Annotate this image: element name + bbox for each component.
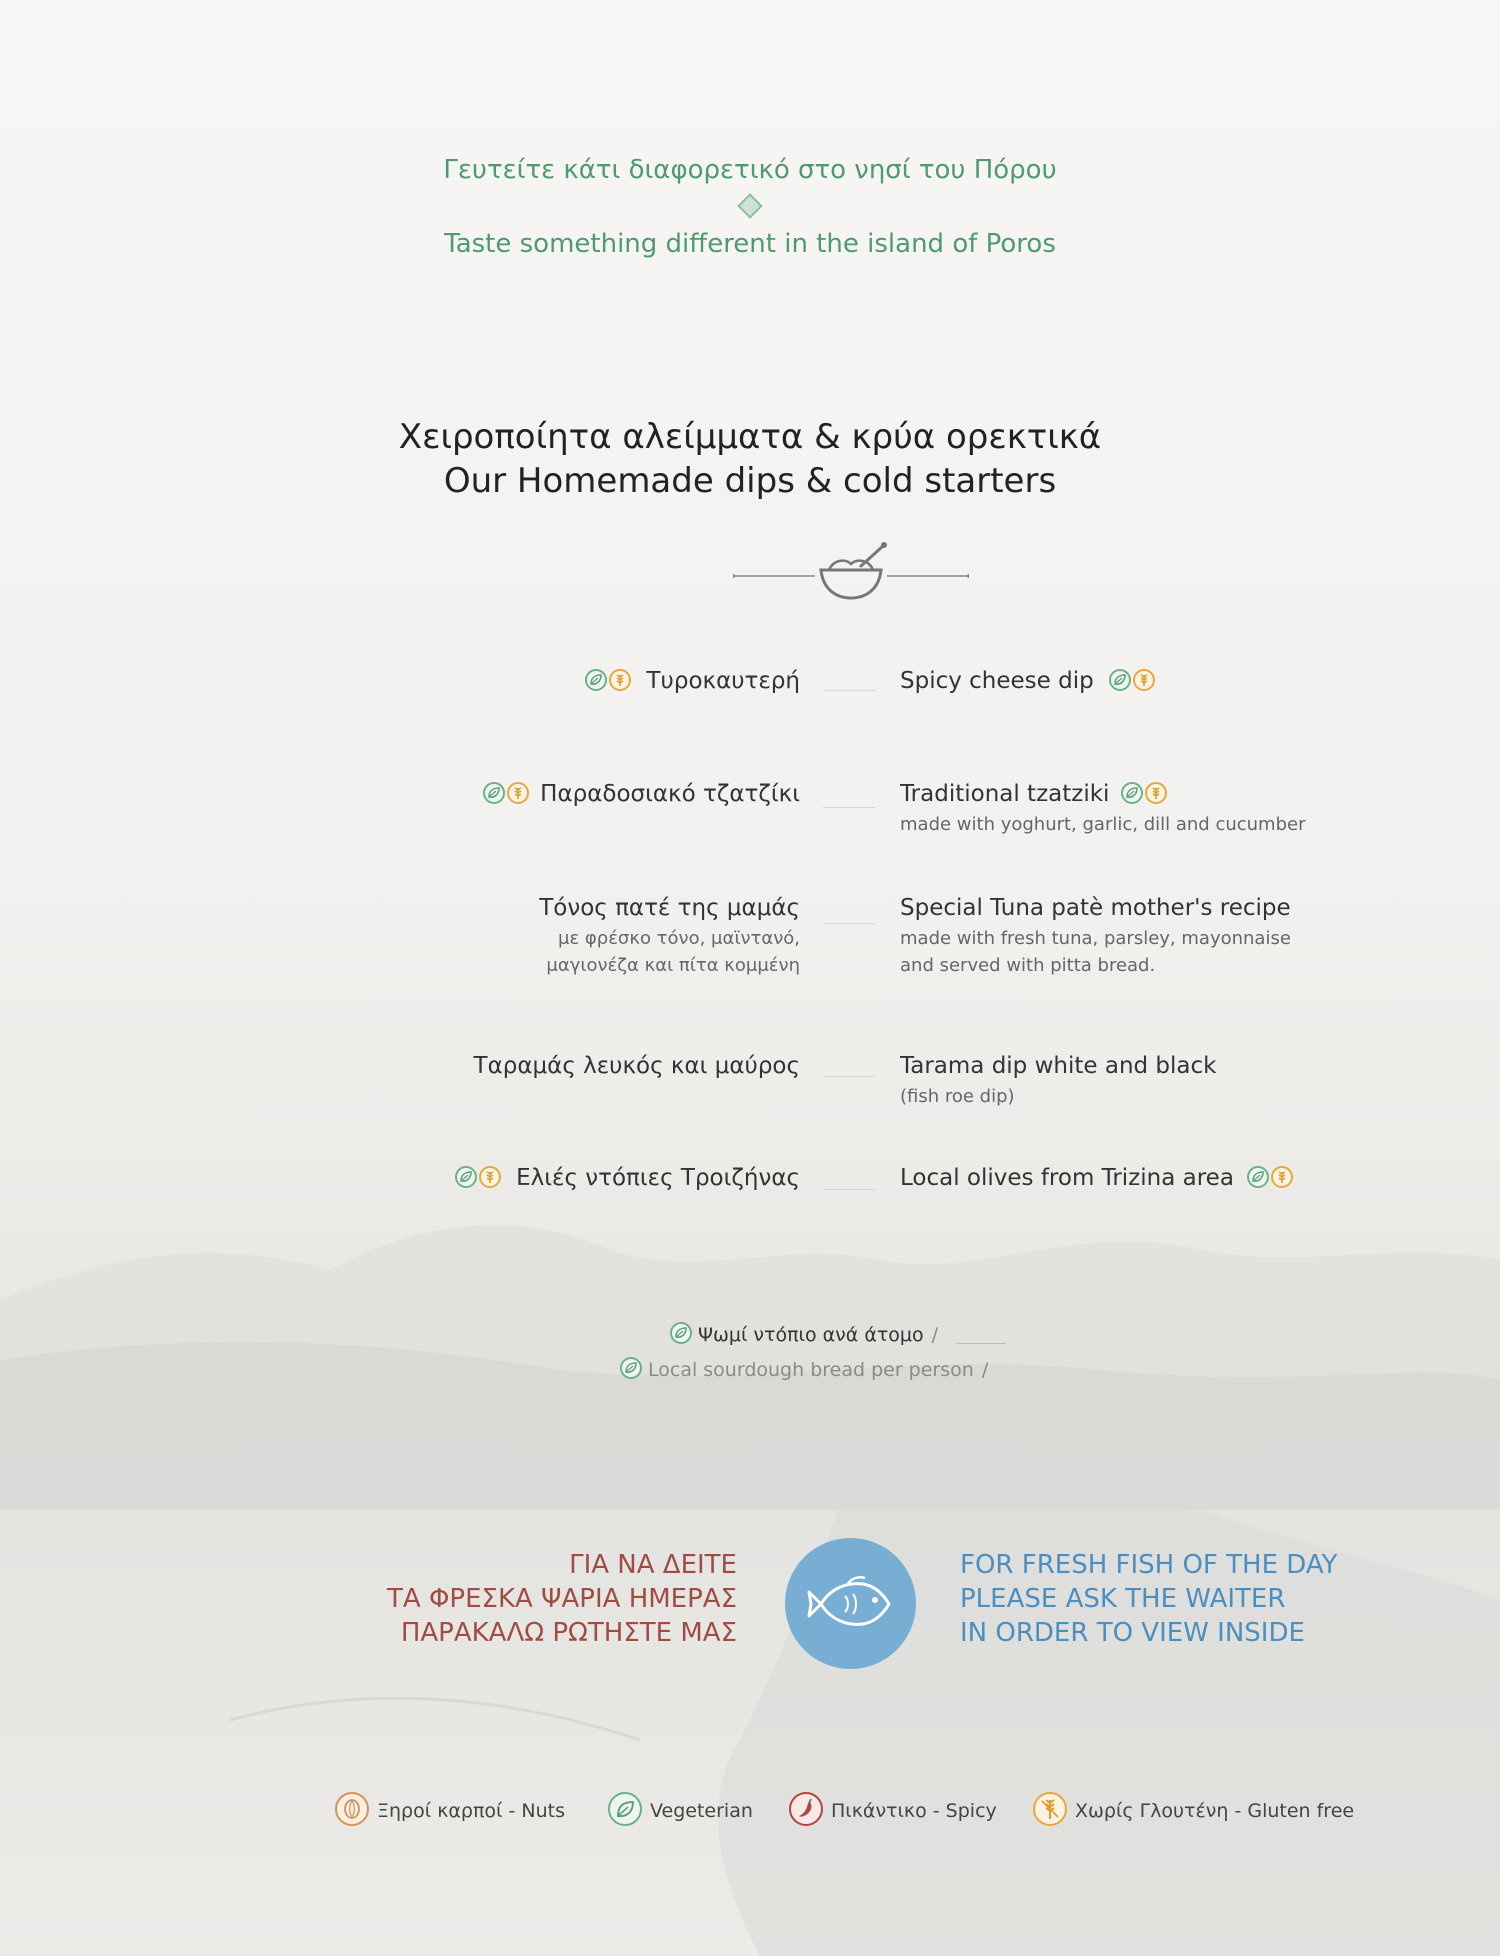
fish-notice-english: FOR FRESH FISH OF THE DAY PLEASE ASK THE WAITER IN ORDER TO VIEW INSIDE [960, 1550, 1338, 1648]
item-name-english: Local olives from Trizina area [900, 1165, 1234, 1191]
fish-notice-greek: ΓΙΑ ΝΑ ΔΕΙΤΕ ΤΑ ΦΡΕΣΚΑ ΨΑΡΙΑ ΗΜΕΡΑΣ ΠΑΡΑΚΑΛΩ ΡΩΤΗΣΤΕ ΜΑΣ [387, 1550, 737, 1648]
diamond-ornament [737, 193, 762, 218]
tagline-english: Taste something different in the island of Poros [444, 229, 1056, 259]
legend-item-gluten-free: Χωρίς Γλουτένη - Gluten free [1033, 1792, 1354, 1826]
section-title [0, 415, 1500, 503]
leaf-icon [670, 1322, 692, 1344]
legend-item-vegetarian: Vegeterian [608, 1792, 753, 1826]
item-greek [585, 668, 800, 694]
wheat-icon [1033, 1792, 1067, 1826]
price-slash: / [981, 1359, 989, 1381]
wheat-icon [479, 1166, 501, 1188]
item-greek [483, 781, 800, 807]
price-line [956, 1343, 1006, 1344]
item-badges [455, 1165, 501, 1191]
price-line [1003, 1378, 1053, 1379]
item-divider [823, 690, 875, 691]
bread-greek: Ψωμί ντόπιο ανά άτομο [698, 1324, 924, 1346]
nut-icon [335, 1792, 369, 1826]
leaf-icon [608, 1792, 642, 1826]
tagline [0, 155, 1500, 259]
item-divider [823, 923, 875, 924]
wheat-icon [609, 669, 631, 691]
item-desc-english: and served with pitta bread. [900, 955, 1156, 976]
item-english [900, 668, 1155, 694]
item-desc-greek: με φρέσκο τόνο, μαϊντανό, [558, 928, 800, 949]
item-name-greek: Ταραμάς λευκός και μαύρος [473, 1053, 800, 1079]
fish-badge [785, 1538, 916, 1669]
item-english [900, 1165, 1293, 1191]
leaf-icon [483, 782, 505, 804]
leaf-icon [1247, 1166, 1269, 1188]
item-name-english: Spicy cheese dip [900, 668, 1094, 694]
item-divider [823, 1189, 875, 1190]
wheat-icon [507, 782, 529, 804]
chili-icon [789, 1792, 823, 1826]
item-english [900, 1053, 1217, 1110]
item-badges [483, 781, 529, 807]
bread-english-line [620, 1357, 988, 1381]
item-badges [1121, 781, 1167, 807]
item-name-greek: Τυροκαυτερή [646, 668, 800, 694]
item-greek [474, 1053, 800, 1079]
bread-english: Local sourdough bread per person [648, 1359, 974, 1381]
price-slash: / [931, 1324, 939, 1346]
item-name-english: Traditional tzatziki [900, 781, 1110, 807]
item-badges [1247, 1165, 1293, 1191]
item-desc-greek: μαγιονέζα και πίτα κομμένη [546, 955, 800, 976]
wheat-icon [1271, 1166, 1293, 1188]
leaf-icon [585, 669, 607, 691]
item-name-greek: Παραδοσιακό τζατζίκι [540, 781, 800, 807]
item-name-greek: Ελιές ντόπιες Τροιζήνας [516, 1165, 800, 1191]
item-divider [823, 1076, 875, 1077]
item-name-english: Tarama dip white and black [900, 1053, 1217, 1079]
bowl-icon [733, 540, 969, 610]
item-english [900, 781, 1305, 838]
item-english [900, 895, 1291, 979]
leaf-icon [620, 1357, 642, 1379]
tagline-greek: Γευτείτε κάτι διαφορετικό στο νησί του Πόρου [443, 155, 1057, 185]
item-desc-english: made with fresh tuna, parsley, mayonnaise [900, 928, 1291, 949]
item-name-english: Special Tuna patè mother's recipe [900, 895, 1291, 921]
item-badges [1109, 668, 1155, 694]
item-greek [539, 895, 800, 979]
item-desc-english: made with yoghurt, garlic, dill and cucumber [900, 814, 1306, 835]
item-desc-english: (fish roe dip) [900, 1086, 1015, 1107]
wheat-icon [1133, 669, 1155, 691]
leaf-icon [1109, 669, 1131, 691]
item-greek [455, 1165, 800, 1191]
wheat-icon [1145, 782, 1167, 804]
bread-greek-line [670, 1322, 938, 1346]
legend-item-nuts: Ξηροί καρποί - Nuts [335, 1792, 565, 1826]
item-name-greek: Τόνος πατέ της μαμάς [539, 895, 800, 921]
legend-item-spicy: Πικάντικο - Spicy [789, 1792, 997, 1826]
item-divider [823, 807, 875, 808]
item-badges [585, 668, 631, 694]
leaf-icon [1121, 782, 1143, 804]
fish-icon [785, 1538, 916, 1669]
section-title-english: Our Homemade dips & cold starters [443, 461, 1057, 501]
leaf-icon [455, 1166, 477, 1188]
section-title-greek: Χειροποίητα αλείμματα & κρύα ορεκτικά [398, 417, 1102, 457]
